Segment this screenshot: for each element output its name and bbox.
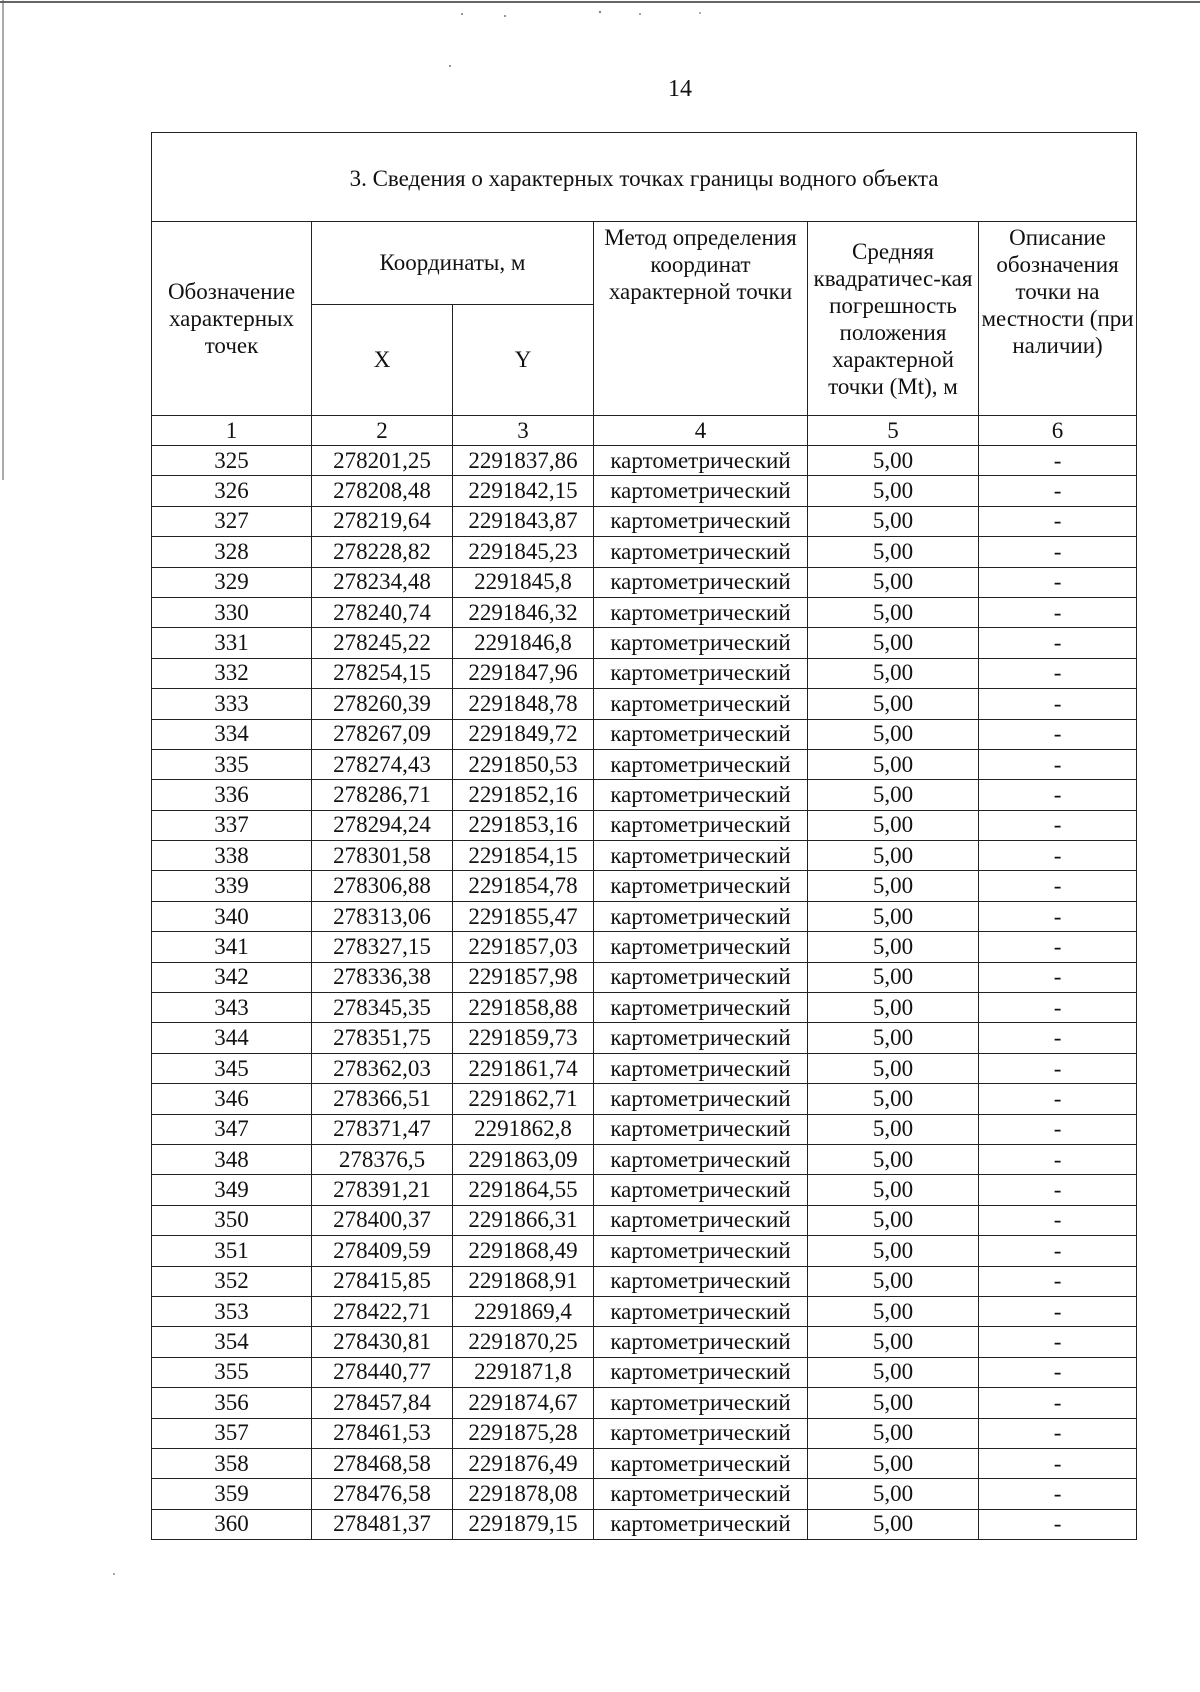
method-cell: картометрический — [594, 567, 808, 597]
method-cell: картометрический — [594, 810, 808, 840]
table-body — [152, 446, 1137, 1540]
description-cell: - — [979, 1144, 1137, 1174]
point-id-cell: 358 — [152, 1448, 312, 1478]
x-coordinate-cell: 278422,71 — [312, 1296, 453, 1326]
description-cell: - — [979, 780, 1137, 810]
x-coordinate-cell: 278254,15 — [312, 658, 453, 688]
x-coordinate-cell: 278476,58 — [312, 1479, 453, 1509]
table-row — [152, 1175, 1137, 1205]
error-cell: 5,00 — [808, 476, 979, 506]
error-cell: 5,00 — [808, 993, 979, 1023]
description-cell: - — [979, 1509, 1137, 1539]
header-y: Y — [453, 305, 594, 416]
y-coordinate-cell: 2291869,4 — [453, 1296, 594, 1326]
table-row — [152, 1388, 1137, 1418]
error-cell: 5,00 — [808, 1175, 979, 1205]
method-cell: картометрический — [594, 689, 808, 719]
table-row — [152, 1479, 1137, 1509]
y-coordinate-cell: 2291875,28 — [453, 1418, 594, 1448]
y-coordinate-cell: 2291855,47 — [453, 901, 594, 931]
header-description: Описание обозначения точки на местности (при наличии) — [979, 222, 1137, 416]
description-cell: - — [979, 962, 1137, 992]
method-cell: картометрический — [594, 932, 808, 962]
x-coordinate-cell: 278313,06 — [312, 901, 453, 931]
column-number: 6 — [979, 416, 1137, 446]
point-id-cell: 325 — [152, 446, 312, 476]
method-cell: картометрический — [594, 993, 808, 1023]
method-cell: картометрический — [594, 1388, 808, 1418]
error-cell: 5,00 — [808, 1327, 979, 1357]
error-cell: 5,00 — [808, 628, 979, 658]
method-cell: картометрический — [594, 537, 808, 567]
description-cell: - — [979, 993, 1137, 1023]
x-coordinate-cell: 278430,81 — [312, 1327, 453, 1357]
column-number: 4 — [594, 416, 808, 446]
table-row — [152, 537, 1137, 567]
table-row — [152, 1053, 1137, 1083]
error-cell: 5,00 — [808, 810, 979, 840]
method-cell: картометрический — [594, 597, 808, 627]
description-cell: - — [979, 537, 1137, 567]
y-coordinate-cell: 2291853,16 — [453, 810, 594, 840]
y-coordinate-cell: 2291863,09 — [453, 1144, 594, 1174]
y-coordinate-cell: 2291874,67 — [453, 1388, 594, 1418]
method-cell: картометрический — [594, 506, 808, 536]
y-coordinate-cell: 2291852,16 — [453, 780, 594, 810]
y-coordinate-cell: 2291845,8 — [453, 567, 594, 597]
method-cell: картометрический — [594, 1175, 808, 1205]
description-cell: - — [979, 1388, 1137, 1418]
y-coordinate-cell: 2291842,15 — [453, 476, 594, 506]
point-id-cell: 347 — [152, 1114, 312, 1144]
description-cell: - — [979, 1114, 1137, 1144]
table-row — [152, 689, 1137, 719]
point-id-cell: 335 — [152, 749, 312, 779]
table-row — [152, 597, 1137, 627]
point-id-cell: 360 — [152, 1509, 312, 1539]
table-row — [152, 446, 1137, 476]
y-coordinate-cell: 2291857,03 — [453, 932, 594, 962]
point-id-cell: 357 — [152, 1418, 312, 1448]
method-cell: картометрический — [594, 1053, 808, 1083]
x-coordinate-cell: 278228,82 — [312, 537, 453, 567]
y-coordinate-cell: 2291861,74 — [453, 1053, 594, 1083]
x-coordinate-cell: 278351,75 — [312, 1023, 453, 1053]
table-row — [152, 1327, 1137, 1357]
y-coordinate-cell: 2291858,88 — [453, 993, 594, 1023]
error-cell: 5,00 — [808, 658, 979, 688]
table-row — [152, 1266, 1137, 1296]
column-number: 5 — [808, 416, 979, 446]
table-header-row — [152, 222, 1137, 305]
point-id-cell: 337 — [152, 810, 312, 840]
error-cell: 5,00 — [808, 901, 979, 931]
table-row — [152, 780, 1137, 810]
table-row — [152, 901, 1137, 931]
table-row — [152, 1205, 1137, 1235]
method-cell: картометрический — [594, 1296, 808, 1326]
description-cell: - — [979, 1448, 1137, 1478]
x-coordinate-cell: 278274,43 — [312, 749, 453, 779]
method-cell: картометрический — [594, 1236, 808, 1266]
x-coordinate-cell: 278336,38 — [312, 962, 453, 992]
method-cell: картометрический — [594, 476, 808, 506]
description-cell: - — [979, 506, 1137, 536]
x-coordinate-cell: 278219,64 — [312, 506, 453, 536]
table-row — [152, 1418, 1137, 1448]
x-coordinate-cell: 278366,51 — [312, 1084, 453, 1114]
table-row — [152, 1023, 1137, 1053]
description-cell: - — [979, 1236, 1137, 1266]
description-cell: - — [979, 1175, 1137, 1205]
y-coordinate-cell: 2291849,72 — [453, 719, 594, 749]
point-id-cell: 348 — [152, 1144, 312, 1174]
table-row — [152, 658, 1137, 688]
error-cell: 5,00 — [808, 1114, 979, 1144]
method-cell: картометрический — [594, 719, 808, 749]
method-cell: картометрический — [594, 780, 808, 810]
point-id-cell: 355 — [152, 1357, 312, 1387]
method-cell: картометрический — [594, 1479, 808, 1509]
column-numbers-row — [152, 416, 1137, 446]
point-id-cell: 341 — [152, 932, 312, 962]
method-cell: картометрический — [594, 962, 808, 992]
description-cell: - — [979, 749, 1137, 779]
table-row — [152, 1509, 1137, 1539]
method-cell: картометрический — [594, 1144, 808, 1174]
error-cell: 5,00 — [808, 1053, 979, 1083]
x-coordinate-cell: 278391,21 — [312, 1175, 453, 1205]
point-id-cell: 352 — [152, 1266, 312, 1296]
x-coordinate-cell: 278286,71 — [312, 780, 453, 810]
y-coordinate-cell: 2291862,71 — [453, 1084, 594, 1114]
table-title: 3. Сведения о характерных точках границы водного объекта — [152, 133, 1137, 222]
point-id-cell: 345 — [152, 1053, 312, 1083]
y-coordinate-cell: 2291879,15 — [453, 1509, 594, 1539]
x-coordinate-cell: 278245,22 — [312, 628, 453, 658]
point-id-cell: 359 — [152, 1479, 312, 1509]
method-cell: картометрический — [594, 1357, 808, 1387]
table-row — [152, 841, 1137, 871]
method-cell: картометрический — [594, 628, 808, 658]
x-coordinate-cell: 278362,03 — [312, 1053, 453, 1083]
description-cell: - — [979, 689, 1137, 719]
y-coordinate-cell: 2291845,23 — [453, 537, 594, 567]
method-cell: картометрический — [594, 1509, 808, 1539]
point-id-cell: 353 — [152, 1296, 312, 1326]
table-row — [152, 628, 1137, 658]
method-cell: картометрический — [594, 1023, 808, 1053]
description-cell: - — [979, 1296, 1137, 1326]
method-cell: картометрический — [594, 841, 808, 871]
point-id-cell: 326 — [152, 476, 312, 506]
error-cell: 5,00 — [808, 841, 979, 871]
description-cell: - — [979, 446, 1137, 476]
error-cell: 5,00 — [808, 689, 979, 719]
description-cell: - — [979, 476, 1137, 506]
point-id-cell: 334 — [152, 719, 312, 749]
y-coordinate-cell: 2291876,49 — [453, 1448, 594, 1478]
y-coordinate-cell: 2291854,15 — [453, 841, 594, 871]
x-coordinate-cell: 278415,85 — [312, 1266, 453, 1296]
point-id-cell: 328 — [152, 537, 312, 567]
description-cell: - — [979, 871, 1137, 901]
method-cell: картометрический — [594, 871, 808, 901]
error-cell: 5,00 — [808, 537, 979, 567]
description-cell: - — [979, 1023, 1137, 1053]
y-coordinate-cell: 2291871,8 — [453, 1357, 594, 1387]
x-coordinate-cell: 278301,58 — [312, 841, 453, 871]
table-row — [152, 719, 1137, 749]
point-id-cell: 330 — [152, 597, 312, 627]
table-row — [152, 1448, 1137, 1478]
error-cell: 5,00 — [808, 932, 979, 962]
y-coordinate-cell: 2291837,86 — [453, 446, 594, 476]
point-id-cell: 342 — [152, 962, 312, 992]
description-cell: - — [979, 841, 1137, 871]
table-row — [152, 1084, 1137, 1114]
table-row — [152, 1144, 1137, 1174]
error-cell: 5,00 — [808, 749, 979, 779]
description-cell: - — [979, 567, 1137, 597]
error-cell: 5,00 — [808, 1388, 979, 1418]
x-coordinate-cell: 278345,35 — [312, 993, 453, 1023]
x-coordinate-cell: 278468,58 — [312, 1448, 453, 1478]
description-cell: - — [979, 932, 1137, 962]
point-id-cell: 338 — [152, 841, 312, 871]
error-cell: 5,00 — [808, 719, 979, 749]
x-coordinate-cell: 278201,25 — [312, 446, 453, 476]
error-cell: 5,00 — [808, 1418, 979, 1448]
y-coordinate-cell: 2291868,49 — [453, 1236, 594, 1266]
point-id-cell: 356 — [152, 1388, 312, 1418]
point-id-cell: 343 — [152, 993, 312, 1023]
table-row — [152, 476, 1137, 506]
table-title-row — [152, 133, 1137, 222]
description-cell: - — [979, 810, 1137, 840]
description-cell: - — [979, 1053, 1137, 1083]
description-cell: - — [979, 628, 1137, 658]
description-cell: - — [979, 901, 1137, 931]
x-coordinate-cell: 278234,48 — [312, 567, 453, 597]
error-cell: 5,00 — [808, 597, 979, 627]
x-coordinate-cell: 278376,5 — [312, 1144, 453, 1174]
error-cell: 5,00 — [808, 567, 979, 597]
x-coordinate-cell: 278481,37 — [312, 1509, 453, 1539]
header-coordinates: Координаты, м — [312, 222, 594, 305]
header-method: Метод определения координат характерной точки — [594, 222, 808, 416]
x-coordinate-cell: 278440,77 — [312, 1357, 453, 1387]
method-cell: картометрический — [594, 1205, 808, 1235]
y-coordinate-cell: 2291846,32 — [453, 597, 594, 627]
method-cell: картометрический — [594, 749, 808, 779]
method-cell: картометрический — [594, 1084, 808, 1114]
description-cell: - — [979, 1418, 1137, 1448]
point-id-cell: 332 — [152, 658, 312, 688]
table-row — [152, 1114, 1137, 1144]
description-cell: - — [979, 1266, 1137, 1296]
method-cell: картометрический — [594, 658, 808, 688]
description-cell: - — [979, 658, 1137, 688]
error-cell: 5,00 — [808, 1448, 979, 1478]
error-cell: 5,00 — [808, 1084, 979, 1114]
error-cell: 5,00 — [808, 1205, 979, 1235]
x-coordinate-cell: 278409,59 — [312, 1236, 453, 1266]
error-cell: 5,00 — [808, 446, 979, 476]
column-number: 2 — [312, 416, 453, 446]
header-error: Средняя квадратичес-кая погрешность положения характерной точки (Mt), м — [808, 222, 979, 416]
point-id-cell: 327 — [152, 506, 312, 536]
y-coordinate-cell: 2291848,78 — [453, 689, 594, 719]
table-row — [152, 810, 1137, 840]
table-row — [152, 871, 1137, 901]
header-x: X — [312, 305, 453, 416]
table-row — [152, 932, 1137, 962]
y-coordinate-cell: 2291850,53 — [453, 749, 594, 779]
method-cell: картометрический — [594, 446, 808, 476]
error-cell: 5,00 — [808, 1236, 979, 1266]
error-cell: 5,00 — [808, 1296, 979, 1326]
error-cell: 5,00 — [808, 1509, 979, 1539]
point-id-cell: 333 — [152, 689, 312, 719]
y-coordinate-cell: 2291864,55 — [453, 1175, 594, 1205]
x-coordinate-cell: 278371,47 — [312, 1114, 453, 1144]
error-cell: 5,00 — [808, 1266, 979, 1296]
x-coordinate-cell: 278457,84 — [312, 1388, 453, 1418]
x-coordinate-cell: 278208,48 — [312, 476, 453, 506]
point-id-cell: 336 — [152, 780, 312, 810]
x-coordinate-cell: 278461,53 — [312, 1418, 453, 1448]
y-coordinate-cell: 2291862,8 — [453, 1114, 594, 1144]
method-cell: картометрический — [594, 1448, 808, 1478]
error-cell: 5,00 — [808, 506, 979, 536]
column-number: 3 — [453, 416, 594, 446]
x-coordinate-cell: 278327,15 — [312, 932, 453, 962]
y-coordinate-cell: 2291859,73 — [453, 1023, 594, 1053]
table-row — [152, 749, 1137, 779]
error-cell: 5,00 — [808, 1144, 979, 1174]
point-id-cell: 351 — [152, 1236, 312, 1266]
table-row — [152, 993, 1137, 1023]
x-coordinate-cell: 278400,37 — [312, 1205, 453, 1235]
description-cell: - — [979, 1205, 1137, 1235]
point-id-cell: 344 — [152, 1023, 312, 1053]
table-row — [152, 1357, 1137, 1387]
method-cell: картометрический — [594, 1418, 808, 1448]
point-id-cell: 350 — [152, 1205, 312, 1235]
point-id-cell: 354 — [152, 1327, 312, 1357]
y-coordinate-cell: 2291843,87 — [453, 506, 594, 536]
table-row — [152, 506, 1137, 536]
error-cell: 5,00 — [808, 871, 979, 901]
x-coordinate-cell: 278306,88 — [312, 871, 453, 901]
x-coordinate-cell: 278294,24 — [312, 810, 453, 840]
point-id-cell: 349 — [152, 1175, 312, 1205]
point-id-cell: 340 — [152, 901, 312, 931]
x-coordinate-cell: 278240,74 — [312, 597, 453, 627]
error-cell: 5,00 — [808, 1023, 979, 1053]
point-id-cell: 346 — [152, 1084, 312, 1114]
method-cell: картометрический — [594, 1327, 808, 1357]
y-coordinate-cell: 2291866,31 — [453, 1205, 594, 1235]
y-coordinate-cell: 2291846,8 — [453, 628, 594, 658]
error-cell: 5,00 — [808, 962, 979, 992]
error-cell: 5,00 — [808, 1357, 979, 1387]
error-cell: 5,00 — [808, 780, 979, 810]
description-cell: - — [979, 1357, 1137, 1387]
page-number: 14 — [668, 76, 692, 102]
method-cell: картометрический — [594, 1114, 808, 1144]
description-cell: - — [979, 719, 1137, 749]
description-cell: - — [979, 597, 1137, 627]
method-cell: картометрический — [594, 1266, 808, 1296]
table-row — [152, 567, 1137, 597]
method-cell: картометрический — [594, 901, 808, 931]
point-id-cell: 329 — [152, 567, 312, 597]
description-cell: - — [979, 1327, 1137, 1357]
description-cell: - — [979, 1479, 1137, 1509]
point-id-cell: 331 — [152, 628, 312, 658]
table-row — [152, 1296, 1137, 1326]
column-number: 1 — [152, 416, 312, 446]
y-coordinate-cell: 2291870,25 — [453, 1327, 594, 1357]
table-row — [152, 962, 1137, 992]
table-row — [152, 1236, 1137, 1266]
y-coordinate-cell: 2291857,98 — [453, 962, 594, 992]
description-cell: - — [979, 1084, 1137, 1114]
x-coordinate-cell: 278260,39 — [312, 689, 453, 719]
y-coordinate-cell: 2291847,96 — [453, 658, 594, 688]
header-designation: Обозначение характерных точек — [152, 222, 312, 416]
y-coordinate-cell: 2291868,91 — [453, 1266, 594, 1296]
y-coordinate-cell: 2291878,08 — [453, 1479, 594, 1509]
point-id-cell: 339 — [152, 871, 312, 901]
boundary-points-table — [151, 132, 1137, 1540]
x-coordinate-cell: 278267,09 — [312, 719, 453, 749]
error-cell: 5,00 — [808, 1479, 979, 1509]
y-coordinate-cell: 2291854,78 — [453, 871, 594, 901]
